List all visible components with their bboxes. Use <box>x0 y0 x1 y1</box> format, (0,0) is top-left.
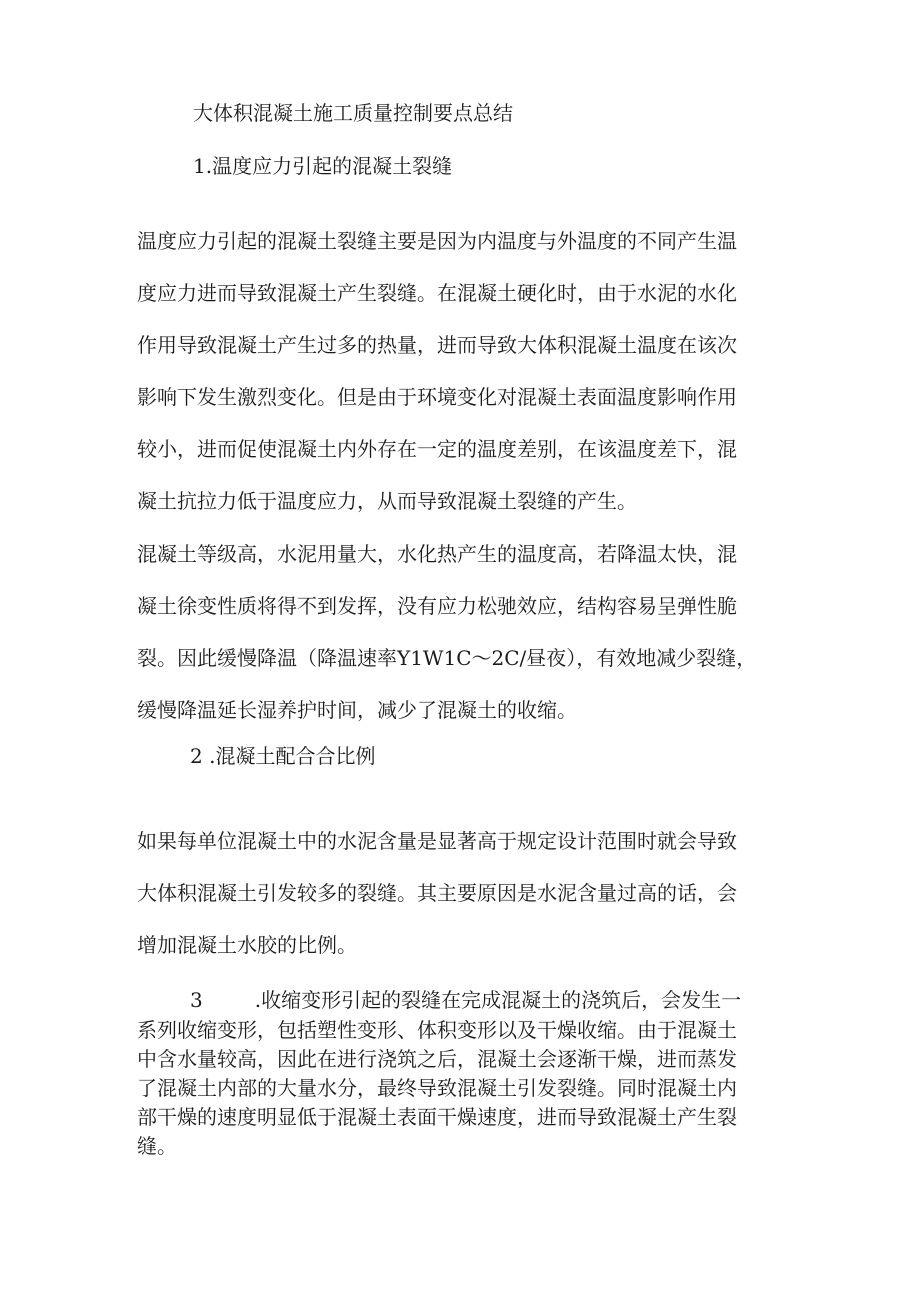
paragraph-line: 缝。 <box>137 1134 177 1158</box>
section-2-paragraph-1 <box>137 815 737 971</box>
paragraph-line: 部干燥的速度明显低于混凝土表面干燥速度，进而导致混凝土产生裂 <box>137 1105 737 1129</box>
paragraph-line: 中含水量较高，因此在进行浇筑之后，混凝土会逐渐干燥，进而蒸发 <box>137 1047 737 1071</box>
paragraph-line: 较小，进而促使混凝土内外存在一定的温度差别，在该温度差下，混 <box>137 437 737 461</box>
section-1-paragraph-1 <box>137 215 737 527</box>
section-2-heading: 2 .混凝土配合合比例 <box>190 744 376 768</box>
paragraph-line: 温度应力引起的混凝土裂缝主要是因为内温度与外温度的不同产生温 <box>137 229 737 253</box>
section-1-heading: 1.温度应力引起的混凝土裂缝 <box>193 154 453 178</box>
paragraph-line: 裂。因此缓慢降温（降温速率Y1W1C～2C/昼夜），有效地减少裂缝， <box>137 646 757 670</box>
paragraph-line: 增加混凝土水胶的比例。 <box>137 933 357 957</box>
paragraph-line: 作用导致混凝土产生过多的热量，进而导致大体积混凝土温度在该次 <box>137 333 737 357</box>
paragraph-line: 系列收缩变形，包括塑性变形、体积变形以及干燥收缩。由于混凝土 <box>137 1018 737 1042</box>
section-3-number: 3 <box>190 988 203 1012</box>
paragraph-line: 度应力进而导致混凝土产生裂缝。在混凝土硬化时，由于水泥的水化 <box>137 281 737 305</box>
paragraph-line: .收缩变形引起的裂缝在完成混凝土的浇筑后，会发生一 <box>254 988 742 1012</box>
paragraph-line: 缓慢降温延长湿养护时间，减少了混凝土的收缩。 <box>137 698 577 722</box>
section-1-paragraph-2 <box>137 528 756 736</box>
paragraph-line: 混凝土等级高，水泥用量大，水化热产生的温度高，若降温太快，混 <box>137 542 737 566</box>
paragraph-line: 大体积混凝土引发较多的裂缝。其主要原因是水泥含量过高的话，会 <box>137 881 737 905</box>
paragraph-line: 如果每单位混凝土中的水泥含量是显著高于规定设计范围时就会导致 <box>137 829 737 853</box>
section-3-first-line <box>190 987 741 1013</box>
document-title: 大体积混凝土施工质量控制要点总结 <box>193 101 513 125</box>
paragraph-line: 影响下发生激烈变化。但是由于环境变化对混凝土表面温度影响作用 <box>137 385 737 409</box>
paragraph-line: 凝土徐变性质将得不到发挥，没有应力松驰效应，结构容易呈弹性脆 <box>137 594 737 618</box>
paragraph-line: 了混凝土内部的大量水分，最终导致混凝土引发裂缝。同时混凝土内 <box>137 1076 737 1100</box>
paragraph-line: 凝土抗拉力低于温度应力，从而导致混凝土裂缝的产生。 <box>137 489 637 513</box>
section-3-paragraph <box>137 1016 737 1161</box>
